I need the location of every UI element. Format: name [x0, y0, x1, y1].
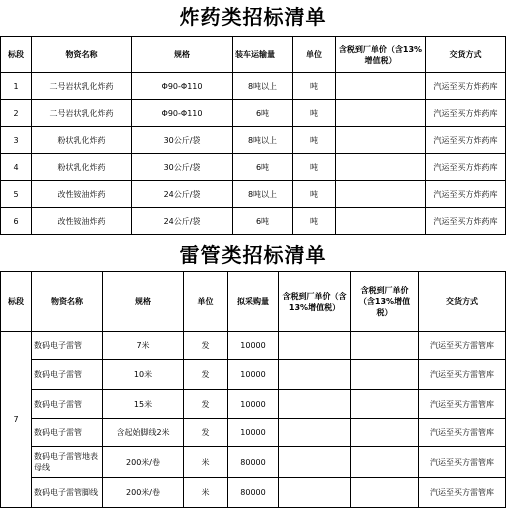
section-cell: 7: [1, 332, 32, 508]
table-row: [1, 419, 506, 447]
delivery-cell: 汽运至买方雷管库: [419, 447, 506, 478]
table-row: [1, 73, 506, 100]
unit-cell: 发: [184, 419, 228, 447]
price-cell-2: [351, 478, 419, 508]
spec-cell: 30公斤/袋: [132, 127, 233, 154]
spec-cell: 200米/卷: [103, 478, 184, 508]
header-unit: 单位: [184, 272, 228, 332]
section-cell: 5: [1, 181, 32, 208]
load-cell: 6吨: [233, 100, 293, 127]
price-cell-2: [351, 360, 419, 390]
header-unit: 单位: [293, 37, 336, 73]
header-section: 标段: [1, 37, 32, 73]
spec-cell: 含起始脚线2米: [103, 419, 184, 447]
delivery-cell: 汽运至买方雷管库: [419, 390, 506, 419]
delivery-cell: 汽运至买方炸药库: [426, 100, 506, 127]
qty-cell: 80000: [228, 447, 279, 478]
name-cell: 数码电子雷管: [32, 419, 103, 447]
spec-cell: 7米: [103, 332, 184, 360]
table-row: [1, 332, 506, 360]
delivery-cell: 汽运至买方炸药库: [426, 154, 506, 181]
price-cell: [336, 181, 426, 208]
price-cell: [336, 100, 426, 127]
section-cell: 2: [1, 100, 32, 127]
qty-cell: 80000: [228, 478, 279, 508]
spec-cell: 10米: [103, 360, 184, 390]
delivery-cell: 汽运至买方雷管库: [419, 419, 506, 447]
price-cell: [336, 73, 426, 100]
header-name: 物资名称: [32, 37, 132, 73]
name-cell: 数码电子雷管: [32, 360, 103, 390]
delivery-cell: 汽运至买方雷管库: [419, 478, 506, 508]
price-cell-1: [279, 478, 351, 508]
unit-cell: 吨: [293, 154, 336, 181]
spec-cell: 24公斤/袋: [132, 181, 233, 208]
price-cell-1: [279, 419, 351, 447]
spec-cell: 200米/卷: [103, 447, 184, 478]
price-cell: [336, 208, 426, 235]
name-cell: 改性铵油炸药: [32, 208, 132, 235]
name-cell: 二号岩状乳化炸药: [32, 73, 132, 100]
header-section: 标段: [1, 272, 32, 332]
section-cell: 6: [1, 208, 32, 235]
table-row: [1, 100, 506, 127]
unit-cell: 发: [184, 360, 228, 390]
unit-cell: 吨: [293, 208, 336, 235]
spec-cell: 30公斤/袋: [132, 154, 233, 181]
unit-cell: 吨: [293, 181, 336, 208]
explosives-header-row: [1, 37, 506, 73]
price-cell-1: [279, 447, 351, 478]
header-price: 含税到厂单价（含13%增值税）: [336, 37, 426, 73]
name-cell: 二号岩状乳化炸药: [32, 100, 132, 127]
table-row: [1, 478, 506, 508]
name-cell: 数码电子雷管: [32, 332, 103, 360]
section-cell: 4: [1, 154, 32, 181]
unit-cell: 吨: [293, 73, 336, 100]
header-delivery: 交货方式: [419, 272, 506, 332]
price-cell-2: [351, 447, 419, 478]
explosives-table: [0, 36, 506, 235]
unit-cell: 吨: [293, 100, 336, 127]
name-cell: 数码电子雷管脚线: [32, 478, 103, 508]
spec-cell: Φ90-Φ110: [132, 73, 233, 100]
price-cell-2: [351, 390, 419, 419]
name-cell: 数码电子雷管地表母线: [32, 447, 103, 478]
delivery-cell: 汽运至买方炸药库: [426, 73, 506, 100]
load-cell: 6吨: [233, 154, 293, 181]
header-qty: 拟采购量: [228, 272, 279, 332]
name-cell: 数码电子雷管: [32, 390, 103, 419]
price-cell-2: [351, 332, 419, 360]
header-name: 物资名称: [32, 272, 103, 332]
unit-cell: 米: [184, 447, 228, 478]
section-cell: 3: [1, 127, 32, 154]
name-cell: 改性铵油炸药: [32, 181, 132, 208]
table-row: [1, 208, 506, 235]
header-spec: 规格: [103, 272, 184, 332]
spec-cell: 24公斤/袋: [132, 208, 233, 235]
price-cell-1: [279, 360, 351, 390]
price-cell: [336, 127, 426, 154]
qty-cell: 10000: [228, 419, 279, 447]
qty-cell: 10000: [228, 360, 279, 390]
load-cell: 6吨: [233, 208, 293, 235]
table-row: [1, 360, 506, 390]
header-load: 装车运输量: [233, 37, 293, 73]
load-cell: 8吨以上: [233, 127, 293, 154]
detonators-header-row: [1, 272, 506, 332]
unit-cell: 发: [184, 390, 228, 419]
section-cell: 1: [1, 73, 32, 100]
delivery-cell: 汽运至买方炸药库: [426, 127, 506, 154]
spec-cell: Φ90-Φ110: [132, 100, 233, 127]
unit-cell: 米: [184, 478, 228, 508]
explosives-title: 炸药类招标清单: [179, 5, 327, 29]
header-delivery: 交货方式: [426, 37, 506, 73]
header-spec: 规格: [132, 37, 233, 73]
name-cell: 粉状乳化炸药: [32, 127, 132, 154]
table-row: [1, 390, 506, 419]
header-price-1: 含税到厂单价（含13%增值税）: [279, 272, 351, 332]
qty-cell: 10000: [228, 332, 279, 360]
unit-cell: 发: [184, 332, 228, 360]
table-row: [1, 447, 506, 478]
table-row: [1, 127, 506, 154]
price-cell-2: [351, 419, 419, 447]
load-cell: 8吨以上: [233, 73, 293, 100]
detonators-table: [0, 271, 506, 508]
price-cell: [336, 154, 426, 181]
delivery-cell: 汽运至买方雷管库: [419, 360, 506, 390]
detonators-title: 雷管类招标清单: [179, 243, 327, 267]
spec-cell: 15米: [103, 390, 184, 419]
delivery-cell: 汽运至买方雷管库: [419, 332, 506, 360]
table-row: [1, 154, 506, 181]
name-cell: 粉状乳化炸药: [32, 154, 132, 181]
unit-cell: 吨: [293, 127, 336, 154]
delivery-cell: 汽运至买方炸药库: [426, 208, 506, 235]
load-cell: 8吨以上: [233, 181, 293, 208]
price-cell-1: [279, 390, 351, 419]
table-row: [1, 181, 506, 208]
delivery-cell: 汽运至买方炸药库: [426, 181, 506, 208]
header-price-2: 含税到厂单价（含13%增值税）: [351, 272, 419, 332]
price-cell-1: [279, 332, 351, 360]
qty-cell: 10000: [228, 390, 279, 419]
